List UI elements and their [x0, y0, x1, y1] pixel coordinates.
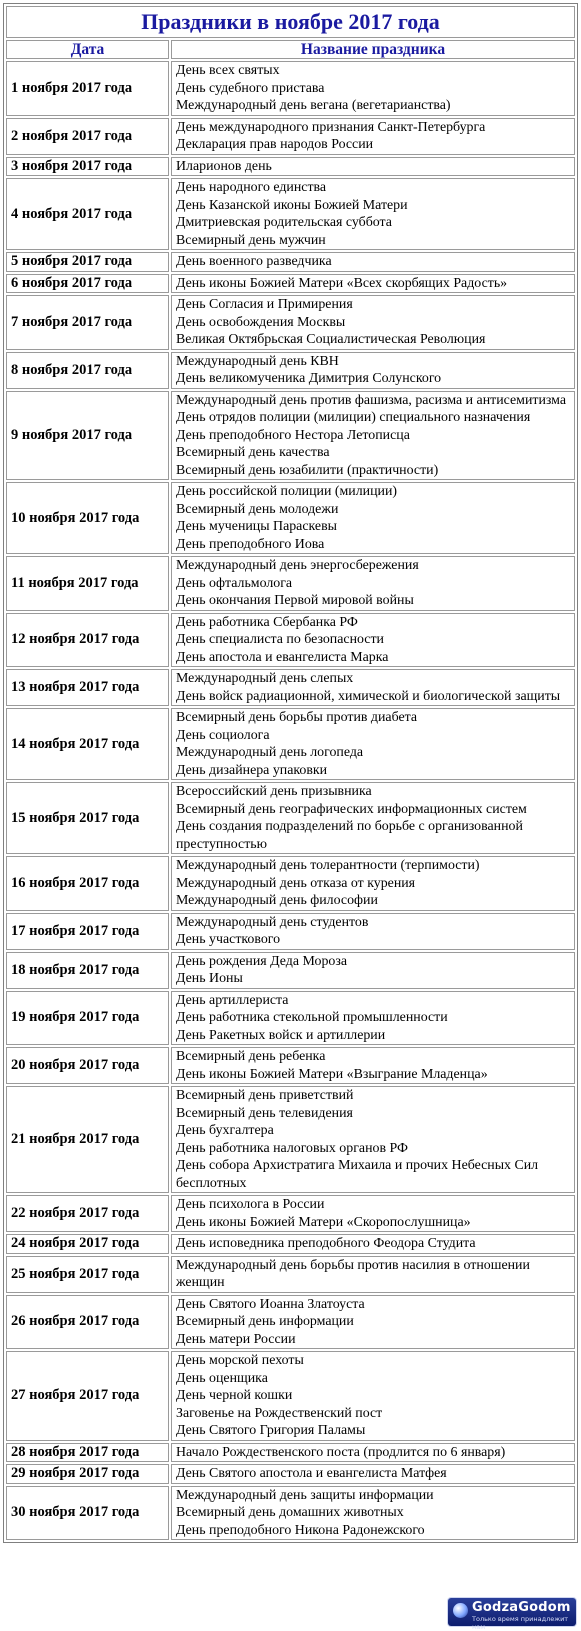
- globe-icon: [453, 1603, 468, 1618]
- holiday-name: Начало Рождественского поста (продлится по 6 января): [176, 1444, 506, 1460]
- holiday-name: Великая Октябрьская Социалистическая Революция: [176, 332, 486, 347]
- table-row: [6, 669, 575, 706]
- holiday-name: Всемирный день молодежи: [176, 501, 339, 517]
- holiday-names: [171, 856, 575, 911]
- holiday-date: 14 ноября 2017 года: [6, 708, 169, 780]
- holiday-names: [171, 118, 575, 155]
- holiday-names: [171, 157, 575, 177]
- holiday-name: Международный день борьбы против насилия в отношении женщин: [176, 1257, 530, 1290]
- holiday-names: [171, 556, 575, 611]
- holiday-name: Международный день вегана (вегетарианства): [176, 98, 451, 113]
- holiday-date: 13 ноября 2017 года: [6, 669, 169, 706]
- holiday-name: День создания подразделений по борьбе с организованной преступностью: [176, 819, 523, 852]
- holiday-name: День морской пехоты: [176, 1353, 304, 1368]
- holiday-date: 3 ноября 2017 года: [6, 157, 169, 177]
- holiday-name: День Согласия и Примирения: [176, 297, 353, 312]
- holiday-date: 15 ноября 2017 года: [6, 782, 169, 854]
- holiday-name: Международный день защиты информации: [176, 1487, 434, 1503]
- table-row: [6, 1047, 575, 1084]
- holiday-name: Всемирный день ребенка: [176, 1049, 326, 1064]
- table-row: [6, 391, 575, 481]
- holiday-date: 22 ноября 2017 года: [6, 1195, 169, 1232]
- holiday-name: День Святого Иоанна Златоуста: [176, 1296, 365, 1312]
- holiday-date: 4 ноября 2017 года: [6, 178, 169, 250]
- holiday-name: Заговенье на Рождественский пост: [176, 1405, 383, 1421]
- table-row: [6, 1234, 575, 1254]
- holiday-name: День военного разведчика: [176, 254, 332, 269]
- holiday-name: День работника стекольной промышленности: [176, 1010, 448, 1025]
- table-row: [6, 1256, 575, 1293]
- holiday-date: 18 ноября 2017 года: [6, 952, 169, 989]
- table-row: [6, 1443, 575, 1463]
- holiday-name: День черной кошки: [176, 1388, 293, 1403]
- holiday-name: Всемирный день домашних животных: [176, 1505, 404, 1520]
- holiday-name: День рождения Деда Мороза: [176, 953, 347, 969]
- holiday-date: 20 ноября 2017 года: [6, 1047, 169, 1084]
- holiday-names: [171, 1351, 575, 1441]
- table-row: [6, 856, 575, 911]
- holiday-name: Всемирный день информации: [176, 1314, 354, 1329]
- holiday-name: День матери России: [176, 1331, 296, 1347]
- holiday-date: 17 ноября 2017 года: [6, 913, 169, 950]
- holiday-date: 9 ноября 2017 года: [6, 391, 169, 481]
- holiday-names: [171, 1256, 575, 1293]
- holiday-names: [171, 952, 575, 989]
- holiday-date: 10 ноября 2017 года: [6, 482, 169, 554]
- holiday-names: [171, 991, 575, 1046]
- table-row: [6, 991, 575, 1046]
- holiday-name: Международный день энергосбережения: [176, 558, 419, 573]
- table-row: [6, 1351, 575, 1441]
- holidays-page: [3, 3, 578, 1543]
- holiday-date: 6 ноября 2017 года: [6, 274, 169, 294]
- holiday-date: 26 ноября 2017 года: [6, 1295, 169, 1350]
- holiday-name: День апостола и евангелиста Марка: [176, 649, 389, 665]
- holiday-name: Всемирный день приветствий: [176, 1088, 354, 1103]
- holiday-name: Декларация прав народов России: [176, 137, 374, 152]
- holiday-name: Всемирный день мужчин: [176, 232, 326, 248]
- holiday-rows: [6, 61, 575, 1540]
- holiday-names: [171, 1086, 575, 1193]
- holiday-name: День народного единства: [176, 180, 327, 195]
- holiday-name: День работника налоговых органов РФ: [176, 1140, 408, 1156]
- holiday-name: День оценщика: [176, 1370, 268, 1386]
- table-row: [6, 118, 575, 155]
- holiday-name: День участкового: [176, 932, 281, 947]
- holiday-date: 5 ноября 2017 года: [6, 252, 169, 272]
- holiday-name: День преподобного Иова: [176, 536, 325, 552]
- holiday-date: 21 ноября 2017 года: [6, 1086, 169, 1193]
- holiday-name: День мученицы Параскевы: [176, 519, 337, 534]
- holiday-date: 30 ноября 2017 года: [6, 1486, 169, 1541]
- holiday-name: Иларионов день: [176, 158, 272, 174]
- holiday-name: Всемирный день борьбы против диабета: [176, 710, 418, 725]
- table-title: Праздники в ноябре 2017 года: [6, 6, 575, 38]
- table-row: [6, 1195, 575, 1232]
- holiday-date: 25 ноября 2017 года: [6, 1256, 169, 1293]
- holiday-name: Международный день студентов: [176, 914, 369, 930]
- holiday-name: Международный день логопеда: [176, 745, 364, 760]
- holiday-name: Международный день философии: [176, 893, 378, 908]
- holiday-name: День социолога: [176, 727, 270, 743]
- holiday-date: 29 ноября 2017 года: [6, 1464, 169, 1484]
- holiday-names: [171, 708, 575, 780]
- holiday-name: Всемирный день географических информационных систем: [176, 801, 527, 817]
- holiday-date: 2 ноября 2017 года: [6, 118, 169, 155]
- table-row: [6, 61, 575, 116]
- holiday-names: [171, 613, 575, 668]
- holiday-names: [171, 61, 575, 116]
- table-row: [6, 157, 575, 177]
- holiday-names: [171, 782, 575, 854]
- holiday-name: Международный день против фашизма, расизма и антисемитизма: [176, 392, 567, 408]
- table-row: [6, 482, 575, 554]
- table-row: [6, 782, 575, 854]
- holiday-name: День специалиста по безопасности: [176, 632, 384, 647]
- holidays-table: [3, 3, 578, 1543]
- holiday-name: День окончания Первой мировой войны: [176, 593, 414, 608]
- table-row: [6, 613, 575, 668]
- holiday-name: День Ионы: [176, 971, 243, 986]
- table-row: [6, 295, 575, 350]
- table-row: [6, 1464, 575, 1484]
- table-row: [6, 556, 575, 611]
- godzagodom-logo: [448, 1598, 576, 1631]
- holiday-date: 7 ноября 2017 года: [6, 295, 169, 350]
- logo-slogan: Только время принадлежит нам: [472, 1615, 569, 1631]
- holiday-name: День преподобного Никона Радонежского: [176, 1522, 425, 1538]
- holiday-names: [171, 1234, 575, 1254]
- table-row: [6, 274, 575, 294]
- holiday-name: День российской полиции (милиции): [176, 484, 398, 499]
- holiday-name: День всех святых: [176, 63, 280, 78]
- holiday-names: [171, 1195, 575, 1232]
- holiday-name: День иконы Божией Матери «Скоропослушница»: [176, 1214, 471, 1230]
- holiday-names: [171, 1486, 575, 1541]
- holiday-date: 12 ноября 2017 года: [6, 613, 169, 668]
- table-row: [6, 952, 575, 989]
- holiday-name: День иконы Божией Матери «Взыграние Младенца»: [176, 1066, 488, 1082]
- holiday-name: Всероссийский день призывника: [176, 784, 372, 799]
- holiday-names: [171, 295, 575, 350]
- holiday-name: Международный день отказа от курения: [176, 875, 416, 891]
- holiday-name: День отрядов полиции (милиции) специального назначения: [176, 410, 531, 425]
- holiday-names: [171, 178, 575, 250]
- holiday-names: [171, 1464, 575, 1484]
- holiday-name: День офтальмолога: [176, 575, 293, 591]
- column-header-date: Дата: [6, 40, 169, 59]
- table-row: [6, 708, 575, 780]
- holiday-name: Всемирный день качества: [176, 445, 330, 460]
- holiday-name: День дизайнера упаковки: [176, 762, 328, 778]
- holiday-names: [171, 352, 575, 389]
- holiday-name: Всемирный день юзабилити (практичности): [176, 462, 439, 478]
- holiday-date: 11 ноября 2017 года: [6, 556, 169, 611]
- holiday-name: Международный день слепых: [176, 671, 354, 686]
- holiday-names: [171, 252, 575, 272]
- holiday-name: День международного признания Санкт-Петербурга: [176, 119, 486, 135]
- holiday-name: День великомученика Димитрия Солунского: [176, 371, 442, 386]
- holiday-names: [171, 913, 575, 950]
- holiday-name: День артиллериста: [176, 992, 289, 1008]
- holiday-name: День бухгалтера: [176, 1123, 274, 1138]
- holiday-date: 16 ноября 2017 года: [6, 856, 169, 911]
- holiday-date: 8 ноября 2017 года: [6, 352, 169, 389]
- holiday-name: День Казанской иконы Божией Матери: [176, 197, 408, 213]
- holiday-name: День Святого Григория Паламы: [176, 1423, 366, 1438]
- table-row: [6, 252, 575, 272]
- column-header-name: Название праздника: [171, 40, 575, 59]
- holiday-names: [171, 1443, 575, 1463]
- holiday-name: Дмитриевская родительская суббота: [176, 215, 392, 230]
- holiday-name: День судебного пристава: [176, 80, 325, 96]
- holiday-name: Международный день толерантности (терпимости): [176, 858, 480, 873]
- holiday-name: День преподобного Нестора Летописца: [176, 427, 410, 443]
- holiday-date: 19 ноября 2017 года: [6, 991, 169, 1046]
- holiday-date: 1 ноября 2017 года: [6, 61, 169, 116]
- holiday-names: [171, 482, 575, 554]
- holiday-name: День работника Сбербанка РФ: [176, 614, 358, 630]
- holiday-date: 27 ноября 2017 года: [6, 1351, 169, 1441]
- holiday-names: [171, 1295, 575, 1350]
- holiday-name: Всемирный день телевидения: [176, 1105, 353, 1121]
- logo-brand: GodzaGodom: [472, 1600, 571, 1615]
- holiday-names: [171, 391, 575, 481]
- table-row: [6, 1086, 575, 1193]
- holiday-name: День войск радиационной, химической и биологической защиты: [176, 688, 561, 704]
- table-row: [6, 913, 575, 950]
- table-row: [6, 1295, 575, 1350]
- holiday-names: [171, 669, 575, 706]
- table-row: [6, 352, 575, 389]
- holiday-date: 28 ноября 2017 года: [6, 1443, 169, 1463]
- holiday-names: [171, 1047, 575, 1084]
- table-row: [6, 178, 575, 250]
- holiday-name: Международный день КВН: [176, 353, 339, 369]
- holiday-name: День Святого апостола и евангелиста Матфея: [176, 1466, 447, 1481]
- holiday-name: День иконы Божией Матери «Всех скорбящих Радость»: [176, 275, 508, 291]
- holiday-name: День исповедника преподобного Феодора Студита: [176, 1236, 476, 1251]
- holiday-name: День Ракетных войск и артиллерии: [176, 1027, 386, 1043]
- holiday-names: [171, 274, 575, 294]
- holiday-name: День освобождения Москвы: [176, 314, 346, 330]
- holiday-name: День собора Архистратига Михаила и прочих Небесных Сил бесплотных: [176, 1158, 539, 1191]
- table-row: [6, 1486, 575, 1541]
- holiday-name: День психолога в России: [176, 1197, 325, 1212]
- holiday-date: 24 ноября 2017 года: [6, 1234, 169, 1254]
